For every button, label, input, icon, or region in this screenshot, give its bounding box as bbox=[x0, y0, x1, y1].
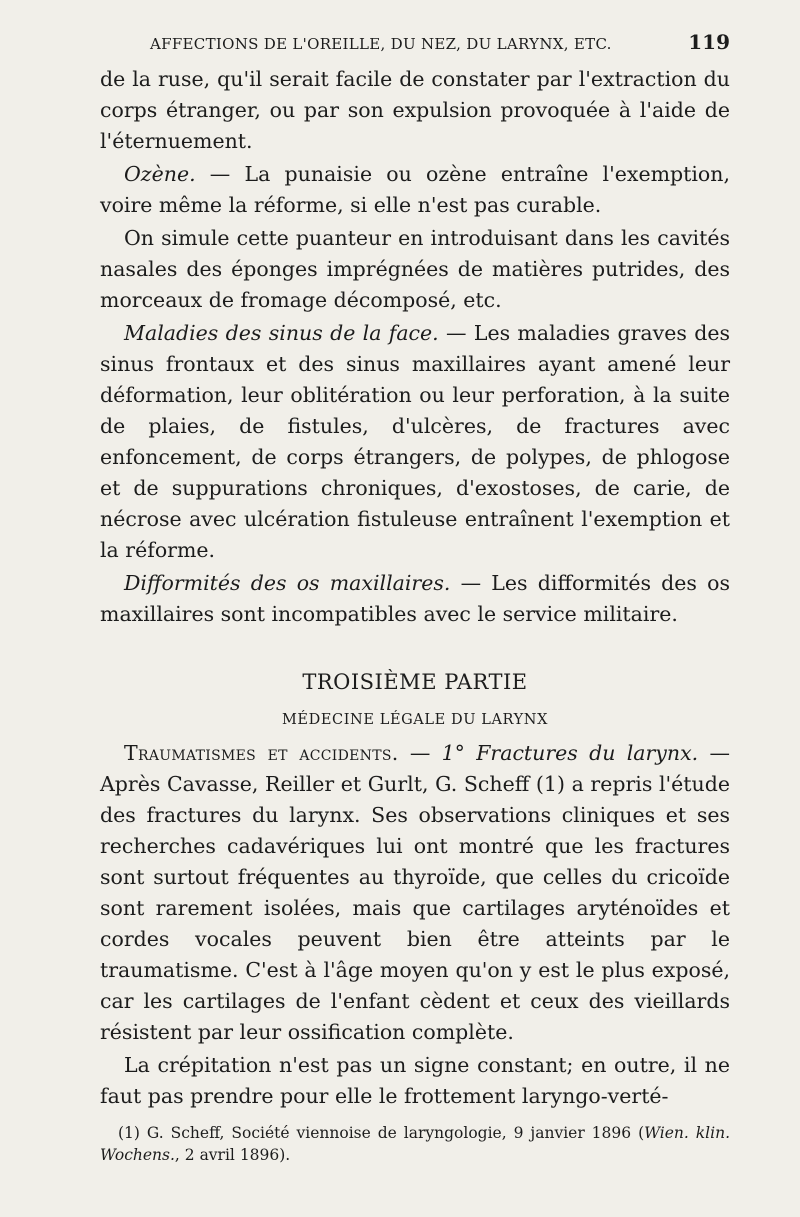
paragraph-ozene-simulation bbox=[100, 223, 730, 316]
paragraph-ozene bbox=[100, 159, 730, 221]
paragraph-difformites bbox=[100, 568, 730, 630]
paragraph-intro bbox=[100, 64, 730, 157]
sinus-text: — Les maladies graves des sinus frontaux et des sinus maxillaires ayant amené leur déformation, leur oblitération ou leur perforation, à la suite de plaies, de fistules, d'ulcères, de fractures avec enfoncement, de corps étrangers, de polypes, de phlogose et de suppurations chroniques, d'exostoses, de carie, de nécrose avec ulcération fistuleuse entraînent l'exemption et la réforme. bbox=[100, 321, 730, 562]
book-page bbox=[100, 30, 730, 1166]
ozene-text: — La punaisie ou ozène entraîne l'exemption, voire même la réforme, si elle n'est pas curable. bbox=[100, 162, 730, 217]
footnote-end: , 2 avril 1896). bbox=[174, 1146, 291, 1164]
traumatismes-text: — Après Cavasse, Reiller et Gurlt, G. Scheff (1) a repris l'étude des fractures du larynx. Ses observations cliniques et ses recherches cadavériques lui ont montré que les fractures sont surtout fréquentes au thyroïde, que celles du cricoïde sont rarement isolées, mais que cartilages aryténoïdes et cordes vocales peuvent bien être atteints par le traumatisme. C'est à l'âge moyen qu'on y est le plus exposé, car les cartilages de l'enfant cèdent et ceux des vieillards résistent par leur ossification complète. bbox=[100, 741, 730, 1044]
running-title: AFFECTIONS DE L'OREILLE, DU NEZ, DU LARYNX, ETC. bbox=[150, 35, 612, 53]
page-number: 119 bbox=[688, 30, 730, 54]
intro-text: de la ruse, qu'il serait facile de constater par l'extraction du corps étranger, ou par son expulsion provoquée à l'aide de l'éternuement. bbox=[100, 67, 730, 153]
fractures-subheading: 1° Fractures du larynx. bbox=[441, 741, 699, 765]
sinus-term: Maladies des sinus de la face. bbox=[124, 321, 439, 345]
page-header bbox=[100, 30, 730, 64]
paragraph-sinus bbox=[100, 318, 730, 566]
footnote-text: (1) G. Scheff, Société viennoise de laryngologie, 9 janvier 1896 ( bbox=[118, 1124, 645, 1142]
paragraph-traumatismes bbox=[100, 738, 730, 1048]
ozene-para2: On simule cette puanteur en introduisant dans les cavités nasales des éponges imprégnées de matières putrides, des morceaux de fromage décomposé, etc. bbox=[100, 226, 730, 312]
footnote-journal: Wien. klin. Wochens. bbox=[100, 1124, 731, 1164]
traumatismes-para2: La crépitation n'est pas un signe constant; en outre, il ne faut pas prendre pour elle le frottement laryngo-verté- bbox=[100, 1053, 730, 1108]
footnote-separator bbox=[100, 1112, 730, 1122]
section-title: MÉDECINE LÉGALE DU LARYNX bbox=[281, 712, 549, 728]
difformites-text: — Les difformités des os maxillaires sont incompatibles avec le service militaire. bbox=[100, 571, 730, 626]
paragraph-crepitation bbox=[100, 1050, 730, 1112]
traumatismes-heading: Traumatismes et accidents. bbox=[124, 741, 399, 765]
traumatismes-dash: — bbox=[398, 741, 442, 765]
part-title: TROISIÈME PARTIE bbox=[302, 670, 528, 694]
difformites-term: Difformités des os maxillaires. bbox=[124, 571, 451, 595]
ozene-term: Ozène. bbox=[124, 162, 196, 186]
footnote bbox=[100, 1122, 730, 1166]
